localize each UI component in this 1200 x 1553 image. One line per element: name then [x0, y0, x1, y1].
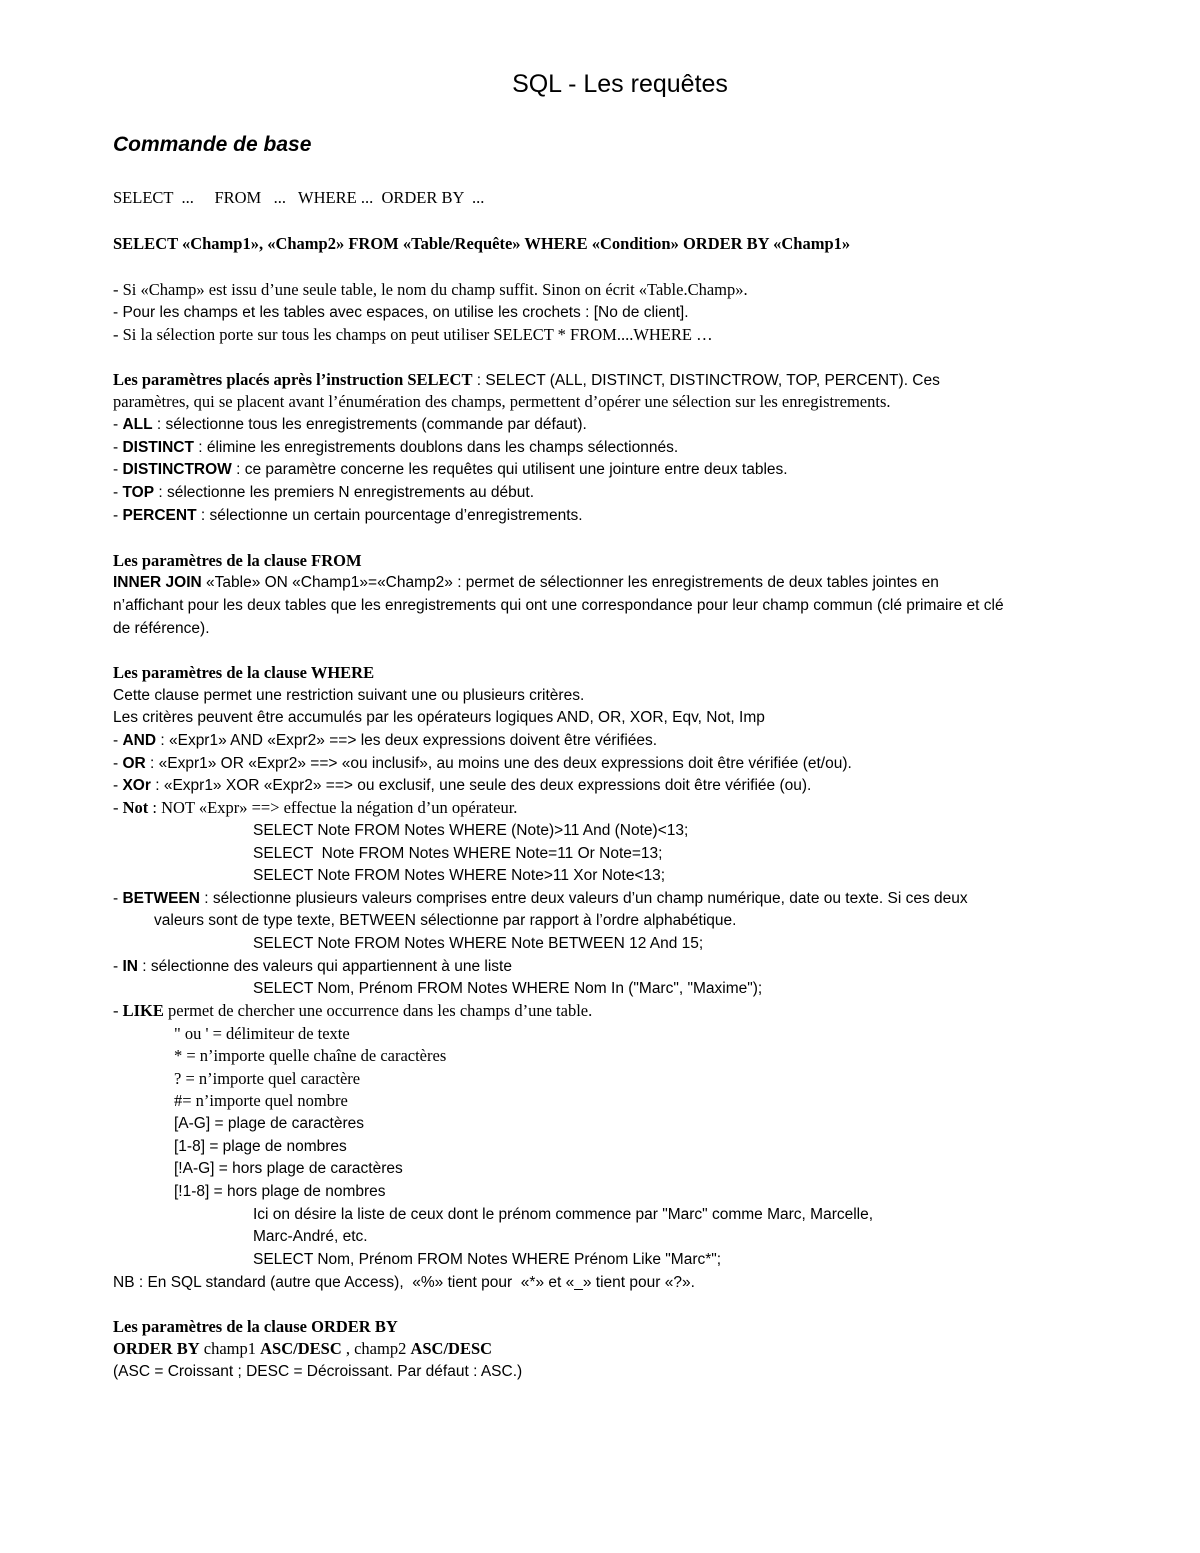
wildcard-item: #= n’importe quel nombre [174, 1091, 348, 1110]
list-item: - TOP : sélectionne les premiers N enregistrements au début. [113, 484, 535, 501]
basic-syntax: SELECT ... FROM ... WHERE ... ORDER BY ... [113, 188, 485, 207]
wildcard-item: * = n’importe quelle chaîne de caractères [174, 1046, 447, 1065]
from-text: de référence). [113, 620, 210, 637]
wildcard-item: [1-8] = plage de nombres [174, 1138, 347, 1155]
list-item: - ALL : sélectionne tous les enregistrements (commande par défaut). [113, 416, 587, 433]
where-intro: Cette clause permet une restriction suivant une ou plusieurs critères. [113, 687, 585, 704]
code-example: SELECT Note FROM Notes WHERE Note=11 Or Note=13; [253, 845, 663, 862]
list-item: - XOr : «Expr1» XOR «Expr2» ==> ou exclusif, une seule des deux expressions doit être vérifiée (ou). [113, 777, 812, 794]
list-item: - DISTINCTROW : ce paramètre concerne les requêtes qui utilisent une jointure entre deux tables. [113, 461, 788, 478]
note-line: - Si «Champ» est issu d’une seule table, le nom du champ suffit. Sinon on écrit «Table.Champ». [113, 280, 748, 299]
wildcard-item: [!A-G] = hors plage de caractères [174, 1160, 403, 1177]
code-example: SELECT Nom, Prénom FROM Notes WHERE Prénom Like "Marc*"; [253, 1251, 722, 1268]
list-item: - LIKE permet de chercher une occurrence dans les champs d’une table. [113, 1001, 593, 1020]
list-item-continuation: valeurs sont de type texte, BETWEEN sélectionne par rapport à l’ordre alphabétique. [154, 912, 737, 929]
nb-note: NB : En SQL standard (autre que Access), «%» tient pour «*» et «_» tient pour «?». [113, 1274, 695, 1291]
section-heading-base: Commande de base [113, 133, 312, 156]
like-example-text: Ici on désire la liste de ceux dont le prénom commence par "Marc" comme Marc, Marcelle, [253, 1206, 874, 1223]
page-title: SQL - Les requêtes [512, 70, 728, 98]
list-item: - BETWEEN : sélectionne plusieurs valeurs comprises entre deux valeurs d’un champ numérique, date ou texte. Si ces deux [113, 890, 968, 907]
code-example: SELECT Note FROM Notes WHERE Note>11 Xor Note<13; [253, 867, 666, 884]
wildcard-item: [A-G] = plage de caractères [174, 1115, 364, 1132]
code-example: SELECT Note FROM Notes WHERE (Note)>11 And (Note)<13; [253, 822, 689, 839]
full-syntax: SELECT «Champ1», «Champ2» FROM «Table/Requête» WHERE «Condition» ORDER BY «Champ1» [113, 234, 851, 253]
from-text: n’affichant pour les deux tables que les enregistrements qui ont une correspondance pour leur champ commun (clé primaire et clé [113, 597, 1004, 614]
note-line: - Si la sélection porte sur tous les champs on peut utiliser SELECT * FROM....WHERE … [113, 325, 713, 344]
code-example: SELECT Note FROM Notes WHERE Note BETWEEN 12 And 15; [253, 935, 704, 952]
wildcard-item: [!1-8] = hors plage de nombres [174, 1183, 386, 1200]
note-line: - Pour les champs et les tables avec espaces, on utilise les crochets : [No de client]. [113, 304, 689, 321]
like-example-text: Marc-André, etc. [253, 1228, 368, 1245]
list-item: - AND : «Expr1» AND «Expr2» ==> les deux expressions doivent être vérifiées. [113, 732, 658, 749]
list-item: - DISTINCT : élimine les enregistrements doublons dans les champs sélectionnés. [113, 439, 679, 456]
order-by-syntax: ORDER BY champ1 ASC/DESC , champ2 ASC/DESC [113, 1339, 493, 1358]
from-heading: Les paramètres de la clause FROM [113, 551, 362, 570]
list-item: - IN : sélectionne des valeurs qui appartiennent à une liste [113, 958, 512, 975]
code-example: SELECT Nom, Prénom FROM Notes WHERE Nom In ("Marc", "Maxime"); [253, 980, 763, 997]
from-text: INNER JOIN «Table» ON «Champ1»=«Champ2» : permet de sélectionner les enregistrements de deux tables jointes en [113, 574, 939, 591]
order-by-legend: (ASC = Croissant ; DESC = Décroissant. Par défaut : ASC.) [113, 1363, 523, 1380]
order-by-heading: Les paramètres de la clause ORDER BY [113, 1317, 398, 1336]
list-item: - OR : «Expr1» OR «Expr2» ==> «ou inclusif», au moins une des deux expressions doit être vérifiée (et/ou). [113, 755, 852, 772]
where-intro: Les critères peuvent être accumulés par les opérateurs logiques AND, OR, XOR, Eqv, Not, Imp [113, 709, 765, 726]
wildcard-item: ? = n’importe quel caractère [174, 1069, 361, 1088]
select-params-intro: paramètres, qui se placent avant l’énumération des champs, permettent d’opérer une sélection sur les enregistrements. [113, 392, 891, 411]
wildcard-item: " ou ' = délimiteur de texte [174, 1024, 350, 1043]
where-heading: Les paramètres de la clause WHERE [113, 663, 375, 682]
select-params-heading: Les paramètres placés après l’instruction SELECT : SELECT (ALL, DISTINCT, DISTINCTROW, TOP, PERCENT). Ces [113, 370, 940, 389]
list-item: - PERCENT : sélectionne un certain pourcentage d’enregistrements. [113, 507, 583, 524]
list-item: - Not : NOT «Expr» ==> effectue la négation d’un opérateur. [113, 798, 518, 817]
